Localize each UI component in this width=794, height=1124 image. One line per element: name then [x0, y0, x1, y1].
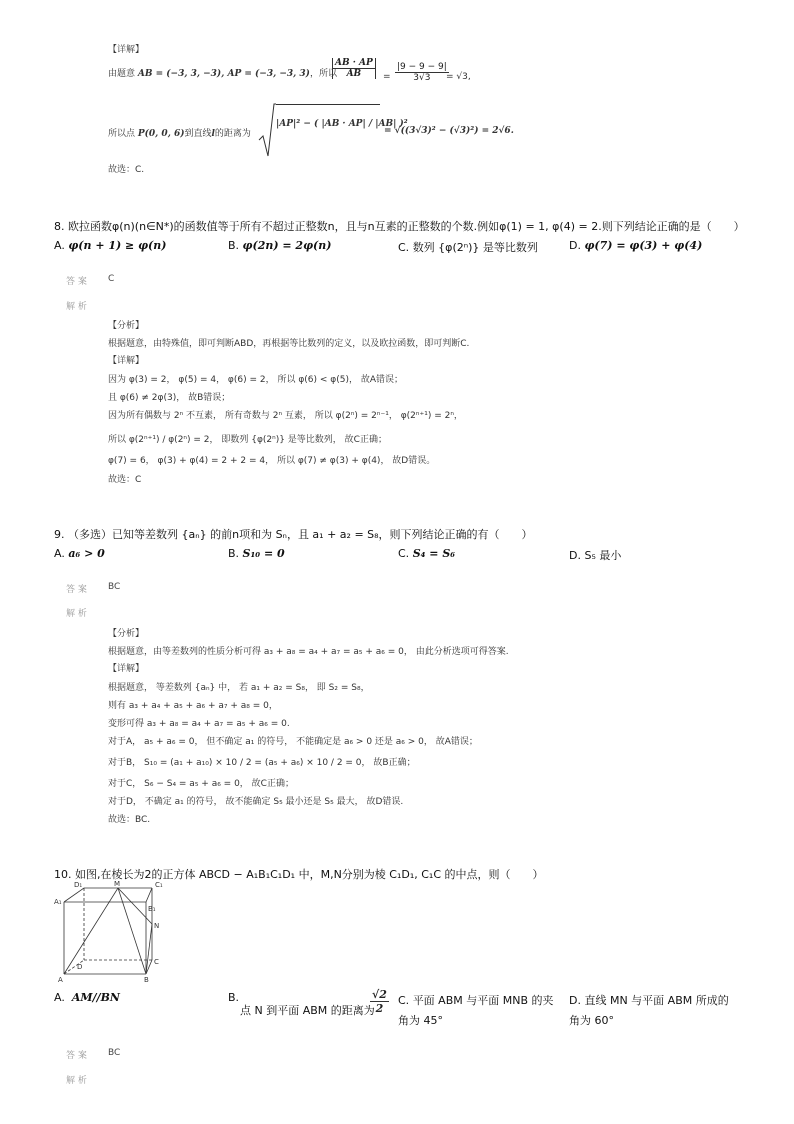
q9-detail-line: 对于B， S₁₀ = (a₁ + a₁₀) × 10 / 2 = (a₅ + a₆) × 10 / 2 = 0， 故B正确；	[108, 758, 416, 768]
q8-detail-line: 因为 φ(3) = 2， φ(5) = 4， φ(6) = 2， 所以 φ(6) < φ(5)， 故A错误；	[108, 375, 403, 385]
option-text: φ(n + 1) ≥ φ(n)	[68, 239, 167, 252]
option-text: φ(7) = φ(3) + φ(4)	[584, 239, 703, 252]
q10-option-c[interactable]	[398, 991, 558, 1031]
label-b1: B₁	[148, 905, 156, 913]
q8-answer: C	[108, 274, 115, 284]
q9-option-a[interactable]	[54, 547, 105, 560]
p7-line1-text: 由题意	[108, 69, 138, 79]
q8-option-a[interactable]	[54, 239, 166, 252]
q9-option-c[interactable]	[398, 547, 455, 560]
label-c1: C₁	[155, 881, 163, 889]
q8-option-c[interactable]	[398, 239, 538, 255]
option-label: D.	[569, 549, 581, 562]
q9-analysis-text: 根据题意，由等差数列的性质分析可得 a₃ + a₈ = a₄ + a₇ = a₅ + a₆ = 0， 由此分析选项可得答案.	[108, 647, 509, 657]
radical-sign	[258, 102, 276, 158]
p7-choose: 故选：C.	[108, 165, 145, 175]
q9-detail-line: 对于C， S₆ − S₄ = a₅ + a₆ = 0， 故C正确；	[108, 779, 294, 789]
option-label: C.	[398, 994, 410, 1007]
option-label: C.	[398, 241, 410, 254]
label-d: D	[77, 963, 83, 971]
p7-line2-text3: 的距离为	[214, 129, 251, 139]
q8-answer-label: 答 案	[66, 277, 87, 287]
q8-choose: 故选：C	[108, 475, 142, 485]
option-label: B.	[228, 547, 240, 560]
option-label: A.	[54, 239, 65, 252]
q10-analysis-label: 解 析	[66, 1076, 87, 1086]
q10-answer-label: 答 案	[66, 1051, 87, 1061]
q10-option-b-label: B.	[228, 991, 240, 1004]
p7-line2	[108, 126, 251, 139]
p7-line-l: l	[211, 129, 215, 139]
q10-answer: BC	[108, 1048, 121, 1058]
p7-line2-result: = √((3√3)² − (√3)²) = 2√6.	[384, 126, 514, 136]
q10-stem: 10. 如图,在棱长为2的正方体 ABCD − A₁B₁C₁D₁ 中，M,N分别为棱 C₁D₁, C₁C 的中点，则（ ）	[54, 868, 544, 881]
p7-line1-result: = √3,	[446, 72, 471, 82]
p7-line1-text2: ，所以	[309, 69, 337, 79]
label-m: M	[114, 880, 121, 888]
option-label: A.	[54, 991, 65, 1004]
option-text: 平面 ABM 与平面 MNB 的夹角为 45°	[398, 994, 554, 1027]
q9-detail-line: 变形可得 a₃ + a₈ = a₄ + a₇ = a₅ + a₆ = 0.	[108, 719, 290, 729]
q9-analysis-tag: 【分析】	[108, 629, 145, 639]
label-a: A	[58, 976, 63, 984]
q10-option-b[interactable]	[240, 1002, 375, 1018]
p7-frac-rhs-den: 3√3	[413, 73, 431, 83]
q10-option-a[interactable]	[54, 991, 120, 1004]
q9-detail-line: 则有 a₃ + a₄ + a₅ + a₆ + a₇ + a₈ = 0，	[108, 701, 278, 711]
option-label: A.	[54, 547, 65, 560]
q9-analysis-label: 解 析	[66, 609, 87, 619]
q10-option-b-frac	[370, 988, 389, 1015]
label-b: B	[144, 976, 149, 984]
frac-num: √2	[372, 988, 387, 1001]
option-label: D.	[569, 239, 581, 252]
label-a1: A₁	[54, 898, 62, 906]
label-c: C	[154, 958, 159, 966]
p7-frac-rhs-num: |9 − 9 − 9|	[397, 62, 447, 72]
q8-analysis-tag: 【分析】	[108, 321, 145, 331]
p7-point: P(0, 0, 6)	[137, 129, 185, 139]
q8-analysis-label: 解 析	[66, 302, 87, 312]
option-text: S₅ 最小	[584, 549, 622, 562]
q8-detail-line: 所以 φ(2ⁿ⁺¹) / φ(2ⁿ) = 2， 即数列 {φ(2ⁿ)} 是等比数列， 故C正确；	[108, 435, 387, 445]
q8-detail-line: 且 φ(6) ≠ 2φ(3)， 故B错误；	[108, 393, 231, 403]
frac-den: 2	[375, 1002, 384, 1015]
option-text: a₆ > 0	[68, 547, 105, 560]
q8-analysis-text: 根据题意，由特殊值，即可判断ABD，再根据等比数列的定义，以及欧拉函数，即可判断C.	[108, 339, 470, 349]
p7-frac-lhs-num: AB · AP	[332, 58, 376, 69]
label-d1: D₁	[74, 881, 83, 889]
q9-choose: 故选：BC.	[108, 815, 151, 825]
equals-sign: =	[383, 72, 391, 82]
q8-detail-tag: 【详解】	[108, 356, 145, 366]
label-n: N	[154, 922, 160, 930]
q9-detail-tag: 【详解】	[108, 664, 145, 674]
q9-detail-line: 根据题意， 等差数列 {aₙ} 中， 若 a₁ + a₂ = S₈， 即 S₂ = S₈，	[108, 683, 370, 693]
option-text: S₄ = S₆	[412, 547, 456, 560]
option-text: 数列 {φ(2ⁿ)} 是等比数列	[412, 241, 538, 254]
option-text: 点 N 到平面 ABM 的距离为	[240, 1004, 375, 1017]
q9-detail-line: 对于D， 不确定 a₁ 的符号， 故不能确定 S₅ 最小还是 S₅ 最大， 故D错误.	[108, 797, 404, 807]
q9-option-d[interactable]	[569, 547, 621, 563]
option-label: B.	[228, 239, 240, 252]
cube-figure	[52, 880, 168, 984]
q10-option-d[interactable]	[569, 991, 739, 1031]
q9-answer: BC	[108, 582, 121, 592]
option-text: AM//BN	[71, 991, 120, 1004]
q9-stem: 9. （多选）已知等差数列 {aₙ} 的前n项和为 Sₙ，且 a₁ + a₂ = S₈，则下列结论正确的有（ ）	[54, 528, 533, 541]
q9-option-b[interactable]	[228, 547, 285, 560]
p7-line2-text2: 到直线	[184, 129, 212, 139]
q8-option-b[interactable]	[228, 239, 331, 252]
option-label: C.	[398, 547, 410, 560]
detail-tag: 【详解】	[108, 45, 145, 55]
q9-detail-line: 对于A， a₅ + a₆ = 0， 但不确定 a₁ 的符号， 不能确定是 a₆ > 0 还是 a₆ > 0， 故A错误；	[108, 737, 478, 747]
p7-frac-rhs	[395, 62, 449, 83]
p7-frac-lhs	[332, 58, 376, 79]
q8-stem: 8. 欧拉函数φ(n)(n∈N*)的函数值等于所有不超过正整数n，且与n互素的正整数的个数.例如φ(1) = 1, φ(4) = 2.则下列结论正确的是（ ）	[54, 220, 745, 233]
option-label: D.	[569, 994, 581, 1007]
p7-line1-vectors: AB = (−3, 3, −3), AP = (−3, −3, 3)	[137, 69, 310, 79]
q8-detail-line: 因为所有偶数与 2ⁿ 不互素， 所有奇数与 2ⁿ 互素， 所以 φ(2ⁿ) = 2ⁿ⁻¹， φ(2ⁿ⁺¹) = 2ⁿ，	[108, 411, 463, 421]
p7-line2-text: 所以点	[108, 129, 138, 139]
p7-line1	[108, 66, 337, 79]
p7-distance-expr: |AP|² − ( |AB · AP| / |AB| )²	[276, 104, 380, 129]
option-text: φ(2n) = 2φ(n)	[242, 239, 332, 252]
q8-option-d[interactable]	[569, 239, 702, 252]
option-text: 直线 MN 与平面 ABM 所成的角为 60°	[569, 994, 729, 1027]
q9-answer-label: 答 案	[66, 585, 87, 595]
option-text: S₁₀ = 0	[242, 547, 285, 560]
p7-frac-lhs-den: AB	[332, 69, 376, 79]
q8-detail-line: φ(7) = 6， φ(3) + φ(4) = 2 + 2 = 4， 所以 φ(7) ≠ φ(3) + φ(4)， 故D错误。	[108, 456, 436, 466]
